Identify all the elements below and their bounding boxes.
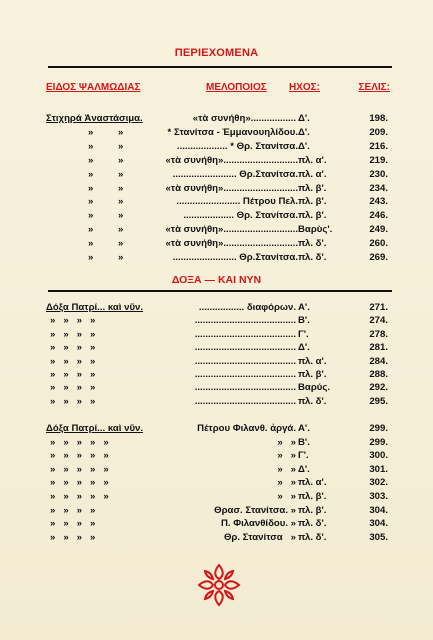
row-text: * Στανίτσα - Ἐμμανουηλίδου. [167,126,298,138]
ditto-marks: » » » » » [50,450,109,462]
toc-row [46,423,394,436]
row-label: Δόξα Πατρί... καὶ νῦν. [46,302,144,313]
ditto-marks: » » » » » [50,491,109,502]
ditto-mark: » [118,252,124,263]
top-rule [48,66,392,68]
row-text: ...................................... [194,369,296,380]
toc-row [46,369,394,382]
ditto-marks: » » » » [50,518,96,530]
row-text: «τὰ συνήθη»................. [192,113,296,124]
row-text: ................... Θρ. Στανίτσα. [183,210,298,222]
ditto-mark: » [88,140,94,152]
row-mode: Δ'. [298,463,310,475]
ditto-mark: » [88,196,94,208]
header-composer: ΜΕΛΟΠΟΙΟΣ [206,82,267,93]
row-mode: Β'. [298,315,310,327]
row-text: » » [277,463,296,475]
toc-row [46,302,394,315]
header-page: ΣΕΛΙΣ: [358,82,390,93]
row-mode: πλ. β'. [298,504,327,516]
row-page: 230. [369,168,388,180]
toc-row [46,196,394,209]
ditto-marks: » » » » » [50,436,109,448]
row-mode: πλ. δ'. [298,395,327,407]
toc-row [46,329,394,342]
row-mode: Δ'. [298,140,310,152]
row-page: 278. [369,328,388,340]
row-text: ................... * Θρ. Στανίτσα. [176,140,298,152]
row-text: ........................ Πέτρου Πελ. [176,196,298,208]
ditto-mark: » [118,154,124,166]
ditto-mark: » [118,210,124,222]
row-mode: Βαρύς. [298,382,330,394]
ditto-mark: » [88,252,94,263]
toc-row [46,396,394,409]
row-mode: πλ. β'. [298,182,327,194]
row-text: Θρασ. Στανίτσα. » [214,504,296,516]
ditto-mark: » [118,238,124,250]
ditto-marks: » » » » [50,355,96,367]
toc-row [46,127,394,140]
toc-row [46,505,394,518]
row-text: ........................ Θρ.Στανίτσα. [172,168,298,180]
row-page: 271. [369,302,388,313]
ditto-mark: » [88,210,94,222]
ditto-marks: » » » » [50,504,96,516]
row-page: 246. [369,210,388,222]
row-mode: Δ'. [298,126,310,138]
row-mode: πλ. β'. [298,369,327,380]
ditto-mark: » [118,168,124,180]
ditto-marks: » » » » [50,342,96,354]
row-page: 301. [369,463,388,475]
row-text: «τὰ συνήθη»............................ [165,154,298,166]
row-page: 299. [369,423,388,434]
ditto-mark: » [88,154,94,166]
row-mode: πλ. δ'. [298,518,327,530]
row-page: 288. [369,369,388,380]
row-text: ........................ Θρ.Στανίτσα. [172,252,298,263]
header-mode: ΗΧΟΣ: [289,82,321,93]
ditto-marks: » » » » [50,315,96,327]
row-text: «τὰ συνήθη»............................ [165,182,298,194]
toc-row [46,315,394,328]
ditto-mark: » [118,196,124,208]
row-text: ...................................... [194,328,296,340]
row-page: 299. [369,436,388,448]
row-label: Στιχηρά Ἀναστάσιμα. [46,113,143,124]
row-page: 274. [369,315,388,327]
row-text: «τὰ συνήθη»............................ [165,238,298,250]
row-mode: Α'. [298,423,310,434]
row-mode: Γ'. [298,450,309,462]
toc-row [46,342,394,355]
row-mode: πλ. α'. [298,477,327,489]
row-page: 305. [369,531,388,543]
row-page: 303. [369,491,388,502]
row-mode: Δ'. [298,113,310,124]
row-text: Θρ. Στανίτσα » [223,531,296,543]
row-text: ................. διαφόρων. [198,302,296,313]
header-type: ΕΙΔΟΣ ΨΑΛΜΩΔΙΑΣ [46,82,141,93]
ditto-mark: » [88,224,94,236]
row-page: 260. [369,238,388,250]
row-mode: πλ. α'. [298,168,327,180]
row-text: » » [277,491,296,502]
floral-ornament-icon [196,562,242,608]
row-page: 219. [369,154,388,166]
row-text: » » [277,436,296,448]
row-page: 269. [369,252,388,263]
row-mode: Α'. [298,302,310,313]
row-mode: πλ. δ'. [298,531,327,543]
toc-row [46,356,394,369]
row-mode: πλ. β'. [298,491,327,502]
row-mode: πλ. δ'. [298,238,327,250]
row-page: 249. [369,224,388,236]
toc-row [46,169,394,182]
row-page: 284. [369,355,388,367]
row-page: 302. [369,477,388,489]
toc-row [46,238,394,251]
ditto-marks: » » » » [50,531,96,543]
row-mode: πλ. β'. [298,196,327,208]
ditto-marks: » » » » [50,382,96,394]
row-text: » » [277,477,296,489]
row-page: 304. [369,518,388,530]
toc-row [46,532,394,545]
toc-row [46,437,394,450]
ditto-marks: » » » » » [50,477,109,489]
row-page: 198. [369,113,388,124]
ditto-mark: » [118,224,124,236]
page-title: ΠΕΡΙΕΧΟΜΕΝΑ [174,47,259,59]
row-text: Π. Φιλανθίδου. » [220,518,296,530]
ditto-mark: » [118,140,124,152]
row-mode: Β'. [298,436,310,448]
row-page: 292. [369,382,388,394]
toc-row [46,252,394,265]
row-mode: πλ. α'. [298,355,327,367]
row-page: 304. [369,504,388,516]
ditto-mark: » [88,238,94,250]
row-page: 243. [369,196,388,208]
row-page: 281. [369,342,388,354]
toc-row [46,450,394,463]
row-label: Δόξα Πατρί... καὶ νῦν. [46,423,144,434]
ditto-mark: » [118,182,124,194]
toc-row [46,518,394,531]
row-page: 295. [369,395,388,407]
toc-row [46,382,394,395]
row-page: 209. [369,126,388,138]
row-text: «τὰ συνήθη»............................ [165,224,298,236]
column-header [46,82,394,96]
row-text: ...................................... [194,355,296,367]
row-text: ...................................... [194,395,296,407]
toc-row [46,477,394,490]
ditto-marks: » » » » » [50,463,109,475]
row-mode: Δ'. [298,342,310,354]
row-text: Πέτρου Φιλανθ. ἀργά. [197,423,296,434]
row-mode: πλ. δ'. [298,252,327,263]
ditto-marks: » » » » [50,328,96,340]
row-text: ...................................... [194,382,296,394]
row-mode: πλ. α'. [298,154,327,166]
row-mode: Γ'. [298,328,309,340]
ditto-mark: » [88,126,94,138]
toc-row [46,113,394,126]
row-text: ...................................... [194,315,296,327]
toc-row [46,183,394,196]
toc-row [46,491,394,504]
row-page: 300. [369,450,388,462]
toc-row [46,155,394,168]
ditto-mark: » [88,182,94,194]
ditto-marks: » » » » [50,369,96,380]
ditto-mark: » [88,168,94,180]
ditto-marks: » » » » [50,395,96,407]
row-text: » » [277,450,296,462]
row-mode: πλ. β'. [298,210,327,222]
toc-row [46,141,394,154]
toc-row [46,210,394,223]
toc-row [46,464,394,477]
middle-rule [48,290,392,292]
row-mode: Βαρὺς'. [298,224,333,236]
toc-row [46,224,394,237]
ditto-mark: » [118,126,124,138]
row-page: 234. [369,182,388,194]
row-text: ...................................... [194,342,296,354]
row-page: 216. [369,140,388,152]
section-title-doxa: ΔΟΞΑ — ΚΑΙ ΝΥΝ [171,274,262,286]
